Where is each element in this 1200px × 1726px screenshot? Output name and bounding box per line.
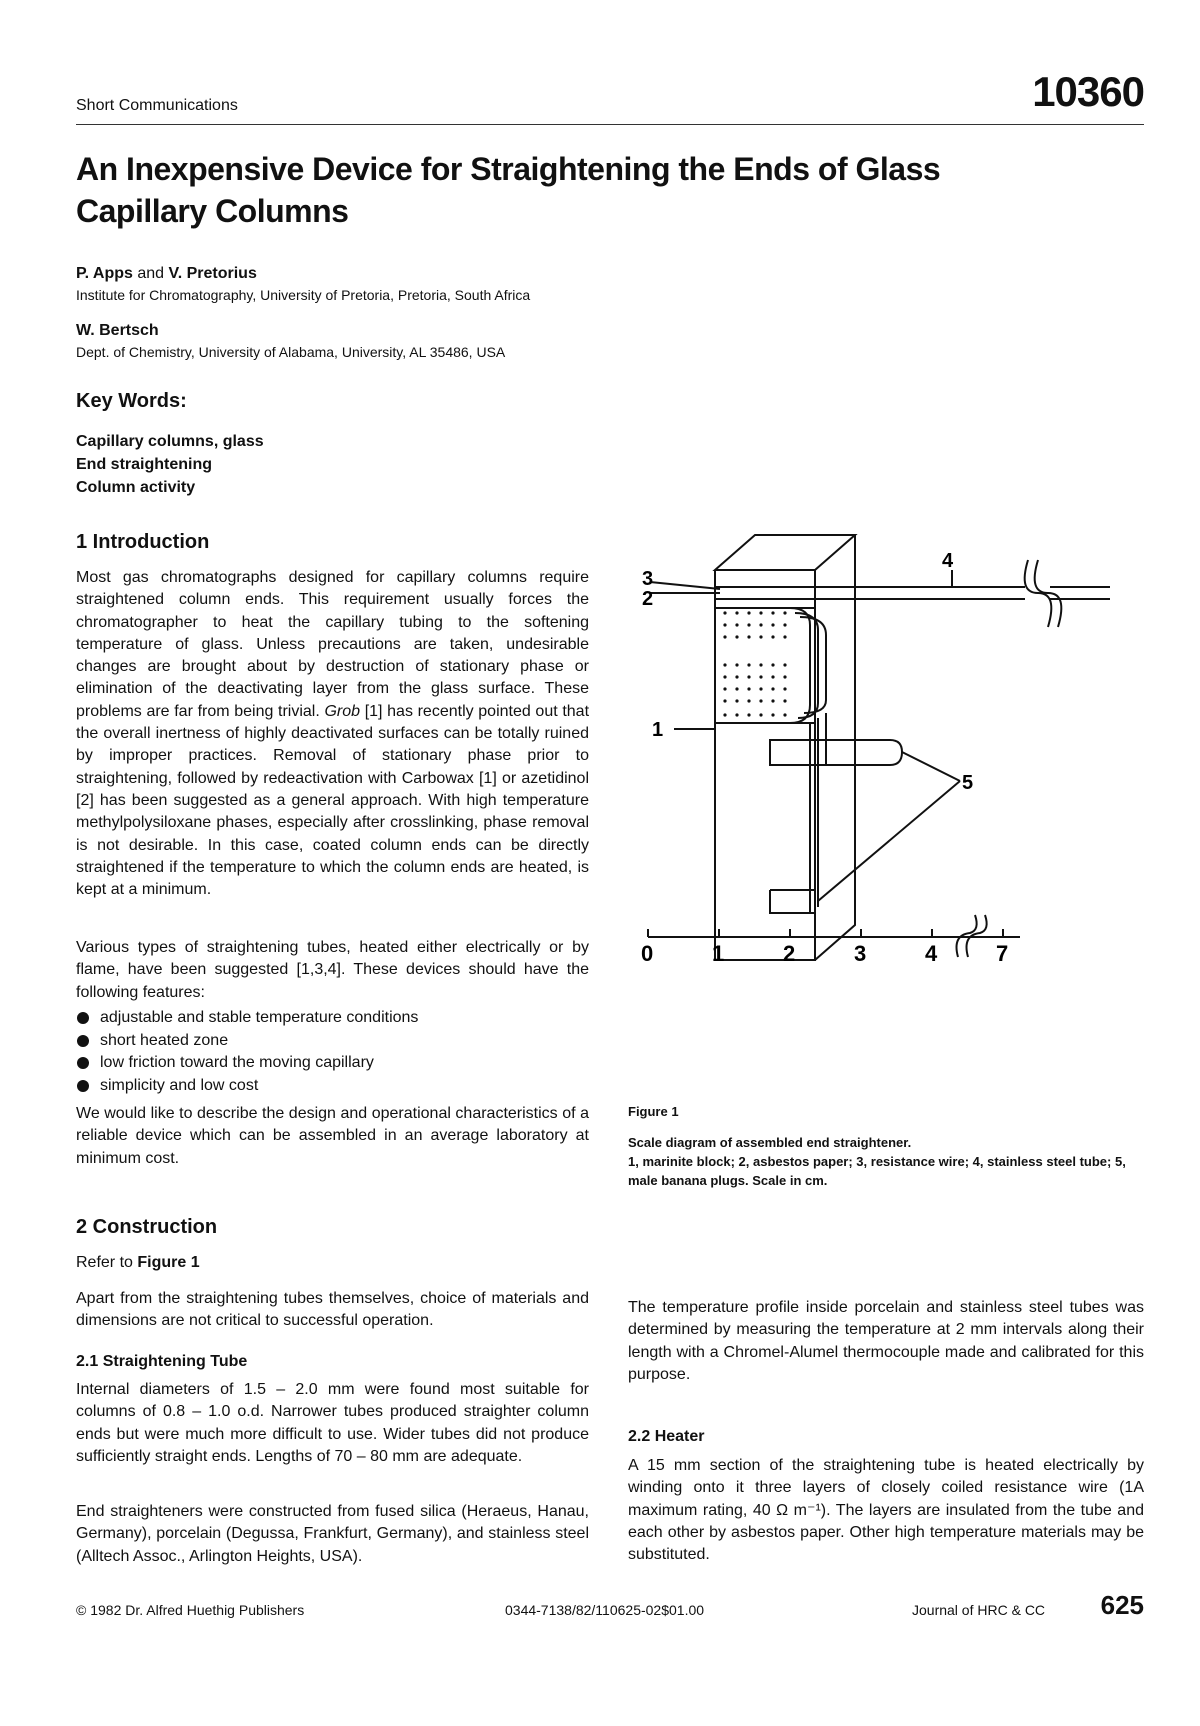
figure-caption-title: Scale diagram of assembled end straightener. [628, 1135, 912, 1150]
affiliation-2: Dept. of Chemistry, University of Alabama, University, AL 35486, USA [76, 344, 506, 360]
feature-text: simplicity and low cost [100, 1076, 259, 1094]
figure-link[interactable]: Figure 1 [137, 1254, 200, 1271]
heater-paragraph: A 15 mm section of the straightening tube is heated electrically by winding onto it three layers of closely coiled resistance wire (1A maximum rating, 40 Ω m⁻¹). The layers are insulated from the tube and each other by asbestos paper. Other high temperature materials may be substituted. [628, 1457, 1144, 1564]
keyword-item: Capillary columns, glass [76, 433, 264, 450]
section-label: Short Communications [76, 97, 238, 114]
callout-label-3: 3 [642, 568, 654, 590]
heater-heading: 2.2 Heater [628, 1428, 705, 1445]
author-name: W. Bertsch [76, 322, 159, 339]
scale-tick-label: 1 [712, 941, 725, 966]
footer-code: 0344-7138/82/110625-02$01.00 [505, 1602, 705, 1618]
figure-caption [628, 1133, 1144, 1190]
callout-label-2: 2 [642, 588, 654, 610]
footer-copyright: © 1982 Dr. Alfred Huethig Publishers [76, 1602, 305, 1618]
scale-tick-label: 0 [641, 941, 654, 966]
scale-tick-label: 4 [925, 941, 938, 966]
figure-reference [76, 1254, 200, 1272]
intro-text: Most gas chromatographs designed for capillary columns require straightened column ends. This requirement usually forces the chromatographer to heat the capillary tubing to the softening temperature of glass. Unless precautions are taken, undesirable changes are brought about by destruction of stationary phase or elimination of the deactivating layer from the glass surface. These problems are far from being trivial. [76, 569, 589, 720]
keyword-item: End straightening [76, 456, 212, 473]
figure-caption-text: 1, marinite block; 2, asbestos paper; 3, resistance wire; 4, stainless steel tube; 5, male banana plugs. Scale in cm. [628, 1154, 1126, 1188]
author-conjunction: and [137, 265, 165, 282]
keyword-item: Column activity [76, 479, 196, 496]
resistance-wire-dots [723, 611, 786, 716]
feature-text: adjustable and stable temperature conditions [100, 1009, 419, 1026]
block-top-face [715, 535, 855, 570]
feature-text: short heated zone [100, 1031, 229, 1049]
author-line-2 [76, 322, 159, 340]
callout-label-1: 1 [652, 719, 664, 741]
bullet-icon [77, 1057, 89, 1069]
intro-text-italic: Grob [324, 702, 361, 720]
intro-paragraph-2: Various types of straightening tubes, heated either electrically or by flame, have been suggested [1,3,4]. These devices should have the following features: [76, 939, 589, 1001]
reference-text: Refer to [76, 1254, 138, 1271]
straightening-tube-paragraph-2: End straighteners were constructed from fused silica (Heraeus, Hanau, Germany), porcelain (Degussa, Frankfurt, Germany), and stainless steel (Alltech Assoc., Arlington Heights, USA). [76, 1503, 589, 1565]
feature-item [76, 1007, 418, 1030]
author-name: V. Pretorius [168, 265, 257, 282]
bullet-icon [77, 1035, 89, 1047]
banana-plug-lower [770, 890, 815, 913]
author-line-1 [76, 265, 257, 283]
end-straightener-diagram [640, 525, 1140, 1085]
header-rule [76, 124, 1144, 125]
author-name: P. Apps [76, 265, 133, 282]
straightening-tube-paragraph-1: Internal diameters of 1.5 – 2.0 mm were found most suitable for columns of 0.8 – 1.0 o.d. Narrower tubes produced straighter column ends but were much more difficult to use. Wider tubes did not produce sufficiently straight ends. Lengths of 70 – 80 mm are adequate. [76, 1381, 589, 1465]
feature-text: low friction toward the moving capillary [100, 1054, 374, 1071]
straightening-tube-heading: 2.1 Straightening Tube [76, 1353, 248, 1370]
keywords-list [76, 430, 264, 499]
bullet-icon [77, 1080, 89, 1092]
temperature-profile-paragraph: The temperature profile inside porcelain and stainless steel tubes was determined by measuring the temperature at 2 mm intervals along their length with a Chromel-Alumel thermocouple made and calibrated for this purpose. [628, 1299, 1144, 1383]
intro-paragraph-1 [76, 567, 589, 901]
article-number: 10360 [1032, 68, 1144, 115]
affiliation-1: Institute for Chromatography, University of Pretoria, Pretoria, South Africa [76, 287, 531, 303]
callout-label-5: 5 [962, 772, 974, 794]
features-list [76, 1007, 418, 1097]
scale-tick-label: 7 [996, 941, 1009, 966]
footer-journal: Journal of HRC & CC [912, 1602, 1046, 1618]
figure-label: Figure 1 [628, 1104, 679, 1119]
paper-title: An Inexpensive Device for Straightening the Ends of Glass Capillary Columns [76, 151, 941, 229]
keywords-heading: Key Words: [76, 390, 187, 412]
callout-label-4: 4 [942, 550, 954, 572]
introduction-heading: 1 Introduction [76, 531, 210, 553]
construction-paragraph-1: Apart from the straightening tubes themselves, choice of materials and dimensions are not critical to successful operation. [76, 1290, 589, 1330]
banana-plug-upper [770, 740, 902, 765]
feature-item [76, 1052, 418, 1075]
scale-tick-label: 2 [783, 941, 796, 966]
scale-tick-label: 3 [854, 941, 867, 966]
feature-item [76, 1030, 418, 1053]
construction-heading: 2 Construction [76, 1216, 218, 1238]
page-number: 625 [1100, 1590, 1144, 1620]
bullet-icon [77, 1012, 89, 1024]
intro-text: [1] has recently pointed out that the overall inertness of highly deactivated surfaces can be totally ruined by improper practices. Removal of stationary phase prior to straightening, followed by redeactivation with Carbowax [1] or azetidinol [2] has been suggested as a general approach. With high temperature methylpolysiloxane phases, especially after crosslinking, phase removal is not desirable. In this case, coated column ends can be directly straightened if the temperature to which the column ends are heated, is kept at a minimum. [76, 702, 590, 899]
intro-paragraph-3: We would like to describe the design and operational characteristics of a reliable device which can be assembled in an average laboratory at minimum cost. [76, 1105, 589, 1167]
feature-item [76, 1075, 418, 1098]
